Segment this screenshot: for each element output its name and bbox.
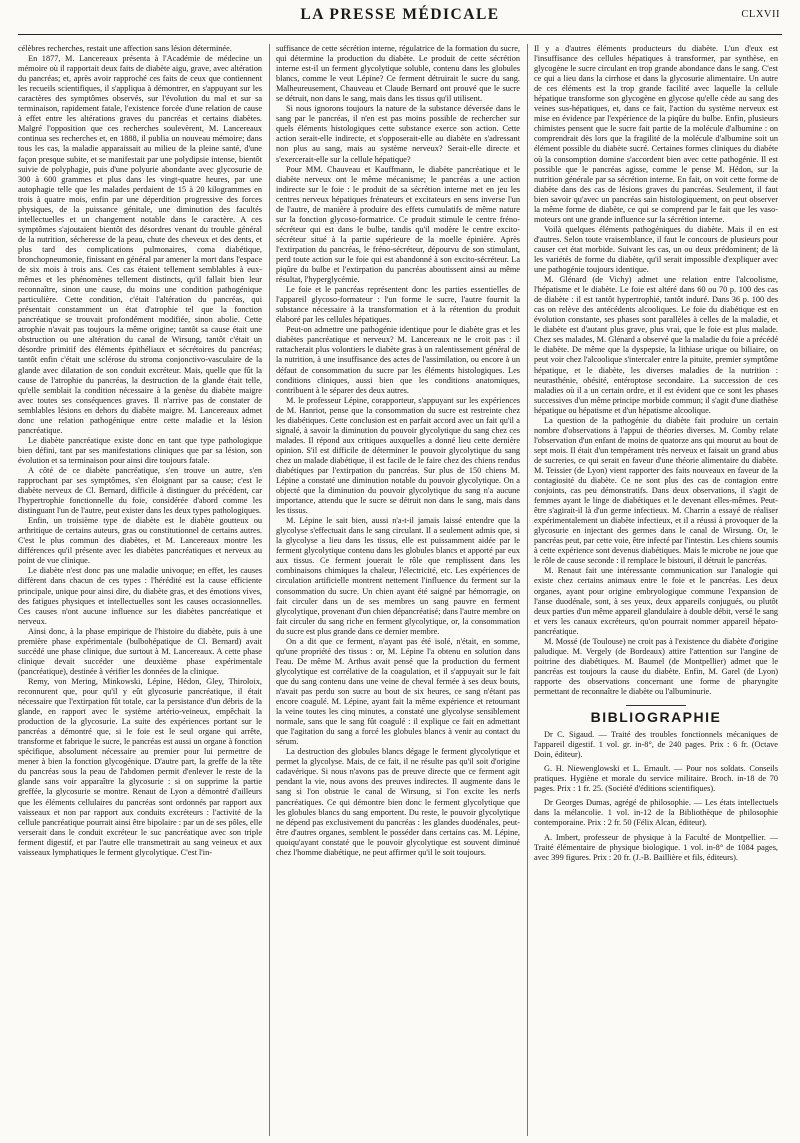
column-2 <box>276 44 520 1136</box>
column-divider <box>527 44 528 1136</box>
column-1 <box>18 44 262 1136</box>
paragraph: Voilà quelques éléments pathogéniques du diabète. Mais il en est d'autres. Selon toute vraisemblance, il faut le concours de plusieurs pour causer cet état morbide. Suivant les cas, un ou deux prédominent; de là les variétés de forme du diabète, qu'il serait impossible d'expliquer avec une pathogénie toujours identique. <box>534 224 778 275</box>
paragraph: Pour MM. Chauveau et Kauffmann, le diabète pancréatique et le diabète nerveux ont le même mécanisme; le pancréas a une action indirecte sur le foie : le produit de sa sécrétion interne met en jeu les centres nerveux hépatiques frénateurs et excitateurs en sens inverse l'un de l'autre, de manière à produire des effets cumulatifs de même nature sur la fonction glycoso-formatrice. Ce produit stimule le centre fréno-sécréteur qui est dans le bulbe, tandis qu'il modère le centre excito-sécréteur situé à la partie supérieure de la moelle épinière. Après l'extirpation du pancréas, le fréno-sécréteur, dépourvu de son stimulant, perd toute action sur le foie qui est abandonné à son excito-sécréteur. La piqûre du bulbe et l'extirpation du pancréas aboutissent ainsi au même résultat, l'hyperglycémie. <box>276 164 520 285</box>
paragraph: Remy, von Mering, Minkowski, Lépine, Hédon, Gley, Thiroloix, reconnurent que, pour qu'il y eût glycosurie pancréatique, il était nécessaire que l'extirpation fût totale, car la persistance d'un débris de la glande, en rapport avec le système artério-veineux, empêchait la production de la glycosurie. La suite des expériences portant sur le pancréas a démontré que, si le foie est le seul organe qui arrête, transforme et fabrique le sucre, le pancréas est aussi un organe à fonction spécifique, absolument nécessaire au premier pour lui permettre de mener à bien la fonction glycogénique. D'autre part, la greffe de la tête du pancréas sous la peau de l'abdomen permit d'enlever le reste de la glande sans voir apparaître la glycosurie : si on supprime la partie greffée, la glycosurie se montre. Renaut de Lyon a démontré d'ailleurs que les éléments cellulaires du pancréas sont ordonnés par rapport aux vaisseaux et non par rapport aux conduits excréteurs : l'activité de la cellule pancréatique pourrait ainsi être bipolaire : par un de ses pôles, elle verserait dans le conduit excréteur le suc pancréatique avec son triple ferment digestif, et par l'autre elle transmettrait au sang veineux et aux vaisseaux lymphatiques le ferment glycolytique. C'est l'in- <box>18 676 262 857</box>
page-number: CLXVII <box>741 9 780 20</box>
column-3 <box>534 44 778 1136</box>
bibliography-entry: Dr Georges Dumas, agrégé de philosophie. — Les états intellectuels dans la mélancolie. 1 vol. in-12 de la Bibliothèque de philosophie contemporaine. Prix : 2 fr. 50 (Félix Alcan, éditeur). <box>534 798 778 828</box>
paragraph: célèbres recherches, restait une affection sans lésion déterminée. <box>18 44 232 53</box>
paragraph: Peut-on admettre une pathogénie identique pour le diabète gras et les diabètes pancréatique et nerveux? M. Lancereaux ne le croit pas : il rattacherait plus volontiers le diabète gras à un ralentissement général de la nutrition, à une insuffisance des actes de l'assimilation, ou encore à un défaut de consommation du sucre par les éléments histologiques. Les conditions cliniques, aussi bien que les conditions anatomiques, contribuent à le séparer des deux autres. <box>276 325 520 395</box>
paragraph: Ainsi donc, à la phase empirique de l'histoire du diabète, puis à une première phase expérimentale (bulbohépatique de Cl. Bernard) avait succédé une phase clinique, due surtout à M. Lancereaux. A cette phase clinique devait succéder une deuxième phase expérimentale (pancréatique), destinée à vérifier les données de la clinique. <box>18 626 262 676</box>
paragraph: suffisance de cette sécrétion interne, régulatrice de la formation du sucre, qui détermine la production du diabète. Le produit de cette sécrétion interne est-il un ferment glycolytique soluble, contenu dans les globules blancs, comme le veut Lépine? Ce ferment détruirait le sucre du sang. Malheureusement, Chauveau et Claude Bernard ont prouvé que le sucre se détruit, non dans le sang, mais dans les tissus qu'il utilisent. <box>276 44 520 104</box>
paragraph: Le diabète n'est donc pas une maladie univoque; en effet, les causes diffèrent dans chacun de ces types : l'hérédité est la cause efficiente principale, unique pour ainsi dire, du diabète gras, et des émotions vives, des fatigues physiques et intellectuelles sont les causes occasionnelles. Ces causes n'ont aucune influence sur les diabètes pancréatique et nerveux. <box>18 566 262 626</box>
paragraph: Le diabète pancréatique existe donc en tant que type pathologique bien défini, tant par ses manifestations cliniques que par sa lésion, son évolution et sa terminaison pour ainsi dire toujours fatale. <box>18 435 262 465</box>
page-header <box>18 4 782 35</box>
paragraph: M. Mossé (de Toulouse) ne croit pas à l'existence du diabète d'origine paludique. M. Vergely (de Bordeaux) attire l'attention sur l'angine de poitrine des diabétiques. M. Baumel (de Montpellier) admet que le pancréas est toujours la cause du diabète. Enfin, M. Garel (de Lyon) rapporte des observations concernant une forme de pharyngite permettant de reconnaître le diabète ou l'albuminurie. <box>534 636 778 696</box>
bibliography-heading: BIBLIOGRAPHIE <box>590 709 722 726</box>
section-divider <box>626 705 686 706</box>
paragraph: A côté de ce diabète pancréatique, s'en trouve un autre, s'en rapprochant par ses symptômes, s'en éloignant par sa cause; c'est le diabète nerveux de Cl. Bernard, difficile à distinguer du précédent, car l'hypertrophie fonctionnelle du foie, considérée d'abord comme les distinguant l'un de l'autre, peut exister dans les deux types pathologiques. <box>18 465 262 516</box>
paragraph: Enfin, un troisième type de diabète est le diabète goutteux ou arthritique de certains auteurs, gras ou constitutionnel de certains autres. C'est le plus commun des diabètes, et M. Lancereaux montre les différences qu'il présente avec les diabètes pancréatiques et nerveux au point de vue clinique. <box>18 516 262 566</box>
bibliography-entry: A. Imbert, professeur de physique à la Faculté de Montpellier. — Traité élémentaire de physique biologique. 1 vol. in-8° de 1084 pages, avec 399 figures. Prix : 20 fr. (J.-B. Baillière et fils, éditeurs). <box>534 832 778 862</box>
column-divider <box>269 44 270 1136</box>
paragraph: M. le professeur Lépine, corapporteur, s'appuyant sur les expériences de M. Hanriot, pense que la consommation du sucre est restreinte chez les diabétiques. Cette conclusion est en parfait accord avec un fait qu'il a signalé, à savoir la diminution du pouvoir glycolytique du sang chez ces malades. Il répond aux critiques auxquelles a donné lieu cette dernière opinion. S'il est difficile de déterminer le pouvoir glycolytique du sang chez un malade diabétique, il est facile de le faire chez des chiens rendus diabétiques par l'extirpation du pancréas. Sur plus de 150 chiens M. Lépine a constaté une diminution notable du pouvoir glycolytique. On a objecté que la diminution du pouvoir glycolytique du sang n'a aucune importance, attendu que le sucre se détruit non dans le sang, mais dans les tissus. <box>276 395 520 516</box>
bibliography-entry: Dr C. Sigaud. — Traité des troubles fonctionnels mécaniques de l'appareil digestif. 1 vol. gr. in-8°, de 240 pages. Prix : 6 fr. (Octave Doin, éditeur). <box>534 730 778 760</box>
paragraph: En 1877, M. Lancereaux présenta à l'Académie de médecine un mémoire où il rapportait deux faits de diabète aigu, grave, avec altération du pancréas; et, après avoir rapproché ces faits de ceux que contiennent les recueils scientifiques, il s'appliqua à démontrer, en s'appuyant sur les caractères des symptômes observés, sur l'évolution du mal et sur sa terminaison, rapidement fatale, l'existence forcée d'une relation de cause à effet entre les altérations graves du pancréas et certains diabètes. Malgré l'opposition que ces recherches soulevèrent, M. Lancereaux continua ses recherches et, en 1888, il publia un nouveau mémoire; dans tous les cas, la maladie apparaissait au milieu de la pleine santé, d'une façon presque subite, et se manifestait par une polydipsie intense, bientôt suivie de polyphagie, puis d'une polyurie abondante avec glycosurie de 300 à 600 grammes et plus dans les vingt-quatre heures, par une autophagie telle que les malades perdaient de 15 à 20 kilogrammes en trois à quatre mois, enfin par une déperdition progressive des forces physiques, de la puissance génitale, une diminution des facultés intellectuelles et un changement notable dans le caractère. A ces symptômes s'ajoutaient bientôt des désordres venant du trouble général de la nutrition, sécheresse de la peau, chute des cheveux et des dents, et plus tard des complications pulmonaires, coma diabétique, bronchopneumonie, finissant en général par amener la mort dans l'espace de six mois à trois ans. Ces cas étaient tellement semblables à eux-mêmes et les phénomènes tellement distincts, qu'il fallait bien leur reconnaître, sinon une cause, du moins une condition pathogénique particulière. Cette condition, c'était l'altération du pancréas, qui présentait constamment un état d'atrophie tel que la fonction pancréatique se trouvait profondément modifiée, sinon abolie. Cette atrophie n'avait pas toujours la même origine; tantôt sa cause était une obstruction ou une altération du canal de Wirsung, tantôt c'était un désordre primitif des éléments épithéliaux et sécrétoires du pancréas; tantôt enfin c'était une sclérose du stroma conjonctivo-vasculaire de la glande avec dilatation de son conduit excréteur. Mais, quelle que fût la cause de l'atrophie du pancréas, la destruction de la glande était telle, qu'elle semblait la condition nécessaire à la genèse du diabète maigre avec toutes ses conséquences graves. Il n'arrive pas de constater de semblables lésions en dehors du diabète maigre. M. Lancereaux admet donc une relation pathogénique entre cette maladie et la lésion pancréatique. <box>18 54 262 435</box>
journal-title: LA PRESSE MÉDICALE <box>300 6 500 23</box>
paragraph: On a dit que ce ferment, n'ayant pas été isolé, n'était, en somme, qu'une propriété des tissus : or, M. Lépine l'a obtenu en solution dans l'eau. De même M. Arthus avait pensé que la production du ferment glycolytique est corrélative de la coagulation, et il s'appuyait sur le fait que du sang contenu dans une veine de cheval fermée à ses deux bouts, n'avait pas perdu son sucre au bout de six heures, ce sang n'étant pas encore coagulé. M. Lépine, ayant fait la même expérience et retournant la veine toutes les cinq minutes, a constaté une glycolyse sensiblement normale, sans que le sang fût coagulé : il explique ce fait en admettant que l'agitation du sang a forcé les globules blancs à venir au contact du sérum. <box>276 636 520 747</box>
paragraph: M. Glénard (de Vichy) admet une relation entre l'alcoolisme, l'hépatisme et le diabète. Le foie est altéré dans 60 ou 70 p. 100 des cas de diabète : il est tantôt hypertrophié, tantôt induré. Dans 36 p. 100 des cas on relève des antécédents alcooliques. Le foie du diabétique est en évolution constante, ses phases sont parallèles à celles de la maladie, et le diabète est d'autant plus grave, plus vrai, que le foie est plus malade. Chez ses malades, M. Glénard a observé que la maladie du foie a précédé le diabète. De même que la dyspepsie, la lithiase urique ou biliaire, on peut voir chez l'alcoolique s'intercaler entre la pituite, premier symptôme hépatique, et le diabète, les diverses maladies de la nutrition : neurasthénie, obésité, entéroptose secondaire. La succession de ces maladies où il a un certain ordre, et il est évident que ce sont les phases successives d'un même principe morbide commun; il s'agit d'une diathèse hépatique ou hépatisme et d'un hépatisme alcoolique. <box>534 275 778 415</box>
paragraph: M. Renaut fait une intéressante communication sur l'analogie qui existe chez certains animaux entre le foie et le pancréas. Les deux organes, ayant pour origine embryologique commune l'expansion de l'anse duodénale, sont, à ses yeux, deux appareils conjugués, ou plutôt deux parties d'un même appareil glandulaire à double débit, versé le sang et vers les canaux excréteurs, qu'on pourrait nommer appareil hépato-pancréatique. <box>534 566 778 636</box>
paragraph: Si nous ignorons toujours la nature de la substance déversée dans le sang par le pancréas, il n'en est pas moins possible de rechercher sur quels éléments histologiques cette substance exerce son action. Cette action serait-elle indirecte, et s'opposerait-elle au diabète en s'adressant non plus au sang, mais au système nerveux? Serait-elle directe et s'exercerait-elle sur la cellule hépatique? <box>276 104 520 164</box>
paragraph: M. Lépine le sait bien, aussi n'a-t-il jamais laissé entendre que la glycolyse s'effectuait dans le sang circulant. Il a seulement admis que, si la glycolyse a lieu dans les tissus, elle est puissamment aidée par le ferment glycolytique contenu dans les globules blancs et apporté par eux aux tissus. Ce ferment jouerait le rôle que remplissent dans les combinaisons chimiques la chaleur, l'électricité, etc. Les expériences de circulation artificielle montrent nettement l'influence du ferment sur la consommation du sucre. Un chien ayant été saigné par hémorragie, on fait circuler dans un de ses membres un sang pauvre en ferment glycolytique, provenant d'un chien dépancréatisé; dans l'autre membre on fait circuler du sang riche en ferment glycolytique, or, la consommation du sucre est plus grande dans ce dernier membre. <box>276 516 520 636</box>
bibliography-entry: G. H. Niewenglowski et L. Ernault. — Pour nos soldats. Conseils pratiques. Hygiène et morale du service militaire. Broch. in-18 de 70 pages. Prix : 1 fr. 25. (Société d'éditions scientifiques). <box>534 764 778 794</box>
paragraph: Le foie et le pancréas représentent donc les parties essentielles de l'appareil glycoso-formateur : l'un forme le sucre, l'autre fournit la substance nécessaire à la transformation et à la rétention du produit élaboré par les cellules hépatiques. <box>276 285 520 325</box>
paragraph: La destruction des globules blancs dégage le ferment glycolytique et permet la glycolyse. Mais, de ce fait, il ne résulte pas qu'il soit d'origine cadavérique. Si nous n'avons pas de preuve directe que ce ferment agit pendant la vie, nous avons des preuves indirectes. Il augmente dans le sang si l'on obstrue le canal de Wirsung, si l'on excite les nerfs pancréatiques. Ce qui démontre bien donc le ferment glycolytique que les globules blancs du sang emportent. Du reste, le pouvoir glycolytique ne dépend pas exclusivement du pancréas : les glandes duodénales, peut-être d'autres organes, semblent le posséder dans certains cas. M. Lépine, quoiqu'ayant constaté que le pouvoir glycolytique est souvent diminué chez l'homme diabétique, ne peut affirmer qu'il le soit toujours. <box>276 747 520 857</box>
article-body <box>18 44 780 1136</box>
paragraph: La question de la pathogénie du diabète fait produire un certain nombre d'observations à l'appui de théories diverses. M. Comby relate l'observation d'un enfant de moins de quatorze ans qui mourut au bout de sept mois. Il était d'un tempérament très nerveux et faisait un grand abus de sucreries, ce qui serait en faveur d'une théorie alimentaire du diabète. M. Teissier (de Lyon) vient rapporter des faits nouveaux en faveur de la contagiosité du diabète. Ce ne sont plus des cas de contagion entre conjoints, cas peu démonstratifs. Dans deux observations, il s'agit de femmes ayant le linge de diabétiques et le devenant elles-mêmes. Peut-être s'agirait-il là d'un germe infectieux. M. Charrin a essayé de réaliser expérimentalement un diabète infectieux, et il a réussi à provoquer de la glycosurie en injectant des germes dans le canal de Wirsung. Or, le pancréas peut, par cette voie, être infecté par l'intestin. Les chiens soumis à cette expérience sont devenus diabétiques. Mais le microbe ne joue que le rôle de cause seconde : il remplace le bistouri, il détruit le pancréas. <box>534 415 778 566</box>
paragraph: Il y a d'autres éléments producteurs du diabète. L'un d'eux est l'insuffisance des cellules hépatiques à transformer, par synthèse, en glycogène le sucre circulant en trop grande abondance dans le sang. C'est ce qui a lieu dans la cirrhose et dans la glycosurie alimentaire. Un autre de ces éléments est la trop grande facilité avec laquelle la cellule hépatique transforme son glycogène en glycose qu'elle cède au sang des veines sus-hépatiques, et, dans ce fait, l'action du système nerveux est mise en évidence par l'expérience de la piqûre du bulbe. Enfin, plusieurs chimistes pensent que le sucre fait partie de la molécule d'albumine : on comprendrait dès lors que la fragilité de la molécule d'albumine soit un élément possible du diabète sucré. Certaines formes cliniques du diabète où la consomption domine s'accordent bien avec cette pathogénie. Il est possible que le pancréas agisse, comme le pense M. Hédon, sur la nutrition générale par sa sécrétion interne. En fait, on voit cette forme de diabète dans des cas de lésions graves du pancréas. Seulement, il faut bien savoir qu'avec un pancréas sain histologiquement, on peut observer la même forme de diabète, ce qui se comprend par le fait que les vaso-moteurs ont une grande influence sur la sécrétion interne. <box>534 44 778 224</box>
